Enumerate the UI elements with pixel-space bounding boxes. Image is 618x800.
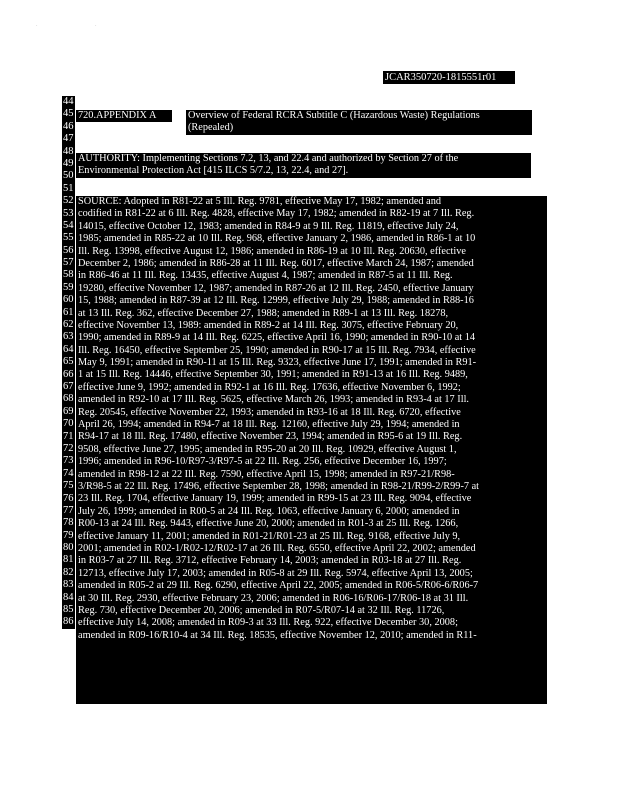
line-number: 75 [63,480,74,492]
line-number: 44 [63,96,74,107]
line-number: 65 [63,356,74,368]
source-line: at 30 Ill. Reg. 2930, effective February 23, 2006; amended in R06-16/R06-17/R06-18 at 31 Ill. [78,592,469,604]
source-line: 1990; amended in R89-9 at 14 Ill. Reg. 6225, effective April 16, 1990; amended in R90-10 at 14 [78,332,476,344]
source-line: effective June 9, 1992; amended in R92-1 at 16 Ill. Reg. 17636, effective November 6, 1992; [78,381,461,393]
source-line: effective January 11, 2001; amended in R01-21/R01-23 at 25 Ill. Reg. 9168, effective July 9, [78,530,461,542]
source-line: SOURCE: Adopted in R81-22 at 5 Ill. Reg. 9781, effective May 17, 1982; amended and [78,196,442,207]
appendix-title-block [186,110,532,135]
source-line: 12713, effective July 17, 2003; amended in R05-8 at 29 Ill. Reg. 5974, effective April 13, 2005; [78,567,473,579]
source-line: July 26, 1999; amended in R00-5 at 24 Ill. Reg. 1063, effective January 6, 2000; amended in [78,505,460,517]
line-number: 61 [63,306,74,318]
line-number: 55 [63,232,74,244]
source-line: in R86-46 at 11 Ill. Reg. 13435, effective August 4, 1987; amended in R87-5 at 11 Ill. Reg. [78,270,453,282]
source-line: 23 Ill. Reg. 1704, effective January 19, 1999; amended in R99-15 at 23 Ill. Reg. 9094, effective [78,493,472,505]
line-number: 53 [63,207,74,219]
line-number: 48 [63,145,74,157]
line-number: 79 [63,529,74,541]
line-number: 80 [63,542,74,554]
line-number: 82 [63,566,74,578]
scan-specks: . . [36,22,125,28]
line-number: 83 [63,579,74,591]
line-number: 69 [63,405,74,417]
line-number: 68 [63,393,74,405]
source-line: Reg. 730, effective December 20, 2006; amended in R07-5/R07-14 at 32 Ill. Reg. 11726, [78,604,445,616]
line-number: 50 [63,170,74,182]
authority-line: AUTHORITY: Implementing Sections 7.2, 13, and 22.4 and authorized by Section 27 of the [78,153,459,164]
source-line: amended in R09-16/R10-4 at 34 Ill. Reg. 18535, effective November 12, 2010; amended in R11- [78,629,477,641]
source-line: 9508, effective June 27, 1995; amended in R95-20 at 20 Ill. Reg. 10929, effective August 1, [78,443,457,455]
line-number: 56 [63,244,74,256]
line-number: 72 [63,442,74,454]
source-line: R94-17 at 18 Ill. Reg. 17480, effective November 23, 1994; amended in R95-6 at 19 Ill. Reg. [78,431,463,443]
source-line: amended in R92-10 at 17 Ill. Reg. 5625, effective March 26, 1993; amended in R93-4 at 17 Ill. [78,394,469,406]
line-number: 47 [63,133,74,145]
line-number: 46 [63,120,74,132]
line-number: 63 [63,331,74,343]
source-line: in R03-7 at 27 Ill. Reg. 3712, effective February 14, 2003; amended in R03-18 at 27 Ill. Reg. [78,555,462,567]
line-number: 67 [63,380,74,392]
line-number: 71 [63,430,74,442]
line-number: 60 [63,294,74,306]
line-number: 76 [63,492,74,504]
line-number: 73 [63,455,74,467]
line-number: 78 [63,517,74,529]
source-line: 3/R98-5 at 22 Ill. Reg. 17496, effective September 28, 1998; amended in R98-21/R99-2/R99-7 at [78,480,480,492]
line-number: 77 [63,504,74,516]
source-line: 15, 1988; amended in R87-39 at 12 Ill. Reg. 12999, effective July 29, 1988; amended in R88-16 [78,295,474,307]
appendix-label-block [76,110,172,122]
line-number: 84 [63,591,74,603]
source-line: December 2, 1986; amended in R86-28 at 11 Ill. Reg. 6017, effective March 24, 1987; amended [78,257,474,269]
line-number: 70 [63,418,74,430]
authority-block [76,153,531,178]
source-line: Ill. Reg. 13998, effective August 12, 1986; amended in R86-19 at 10 Ill. Reg. 20630, effective [78,245,466,257]
line-number: 62 [63,319,74,331]
line-number: 57 [63,257,74,269]
source-line: 19280, effective November 12, 1987; amended in R87-26 at 12 Ill. Reg. 2450, effective January [78,282,474,294]
source-line: 1 at 15 Ill. Reg. 14446, effective September 30, 1991; amended in R91-13 at 16 Ill. Reg. 9489, [78,369,468,381]
source-line: effective November 13, 1989: amended in R89-2 at 14 Ill. Reg. 3075, effective February 20, [78,319,459,331]
document-id: JCAR350720-1815551r01 [383,71,515,84]
source-line: effective July 14, 2008; amended in R09-3 at 33 Ill. Reg. 922, effective December 30, 2008; [78,617,458,629]
line-number: 58 [63,269,74,281]
line-number: 49 [63,157,74,169]
authority-line: Environmental Protection Act [415 ILCS 5/7.2, 13, 22.4, and 27]. [78,165,349,177]
line-number: 52 [63,195,74,207]
source-line: amended in R05-2 at 29 Ill. Reg. 6290, effective April 22, 2005; amended in R06-5/R06-6/R06-7 [78,580,479,592]
line-number: 81 [63,554,74,566]
source-line: 2001; amended in R02-1/R02-12/R02-17 at 26 Ill. Reg. 6550, effective April 22, 2002; amended [78,542,476,554]
line-number: 66 [63,368,74,380]
source-line: at 13 Ill. Reg. 362, effective December 27, 1988; amended in R89-1 at 13 Ill. Reg. 18278, [78,307,449,319]
line-number: 86 [63,616,74,628]
line-number: 74 [63,467,74,479]
appendix-title-line: (Repealed) [188,122,234,134]
line-number: 85 [63,604,74,616]
source-line: 14015, effective October 12, 1983; amended in R84-9 at 9 Ill. Reg. 11819, effective July 24, [78,220,459,232]
source-block [76,196,547,704]
source-line: May 9, 1991; amended in R90-11 at 15 Ill. Reg. 9323, effective June 17, 1991; amended in R91- [78,357,477,369]
line-number: 54 [63,219,74,231]
appendix-label: 720.APPENDIX A [78,110,157,121]
source-line: Reg. 20545, effective November 22, 1993; amended in R93-16 at 18 Ill. Reg. 6720, effective [78,406,461,418]
line-number: 59 [63,281,74,293]
line-number: 45 [63,108,74,120]
source-line: 1985; amended in R85-22 at 10 Ill. Reg. 968, effective January 2, 1986, amended in R86-1 at 10 [78,233,476,245]
source-line: amended in R98-12 at 22 Ill. Reg. 7590, effective April 15, 1998; amended in R97-21/R98- [78,468,455,480]
source-line: R00-13 at 24 Ill. Reg. 9443, effective June 20, 2000; amended in R01-3 at 25 Ill. Reg. 1266, [78,518,459,530]
line-numbers-column [62,96,75,629]
line-number: 51 [63,182,74,194]
appendix-title-line: Overview of Federal RCRA Subtitle C (Hazardous Waste) Regulations [188,110,480,121]
source-line: 1996; amended in R96-10/R97-3/R97-5 at 22 Ill. Reg. 256, effective December 16, 1997; [78,456,447,468]
source-line: April 26, 1994; amended in R94-7 at 18 Ill. Reg. 12160, effective July 29, 1994; amended in [78,419,460,431]
line-number: 64 [63,343,74,355]
source-line: Ill. Reg. 16450, effective September 25, 1990; amended in R90-17 at 15 Ill. Reg. 7934, effective [78,344,476,356]
source-line: codified in R81-22 at 6 Ill. Reg. 4828, effective May 17, 1982; amended in R82-19 at 7 Ill. Reg. [78,208,475,220]
